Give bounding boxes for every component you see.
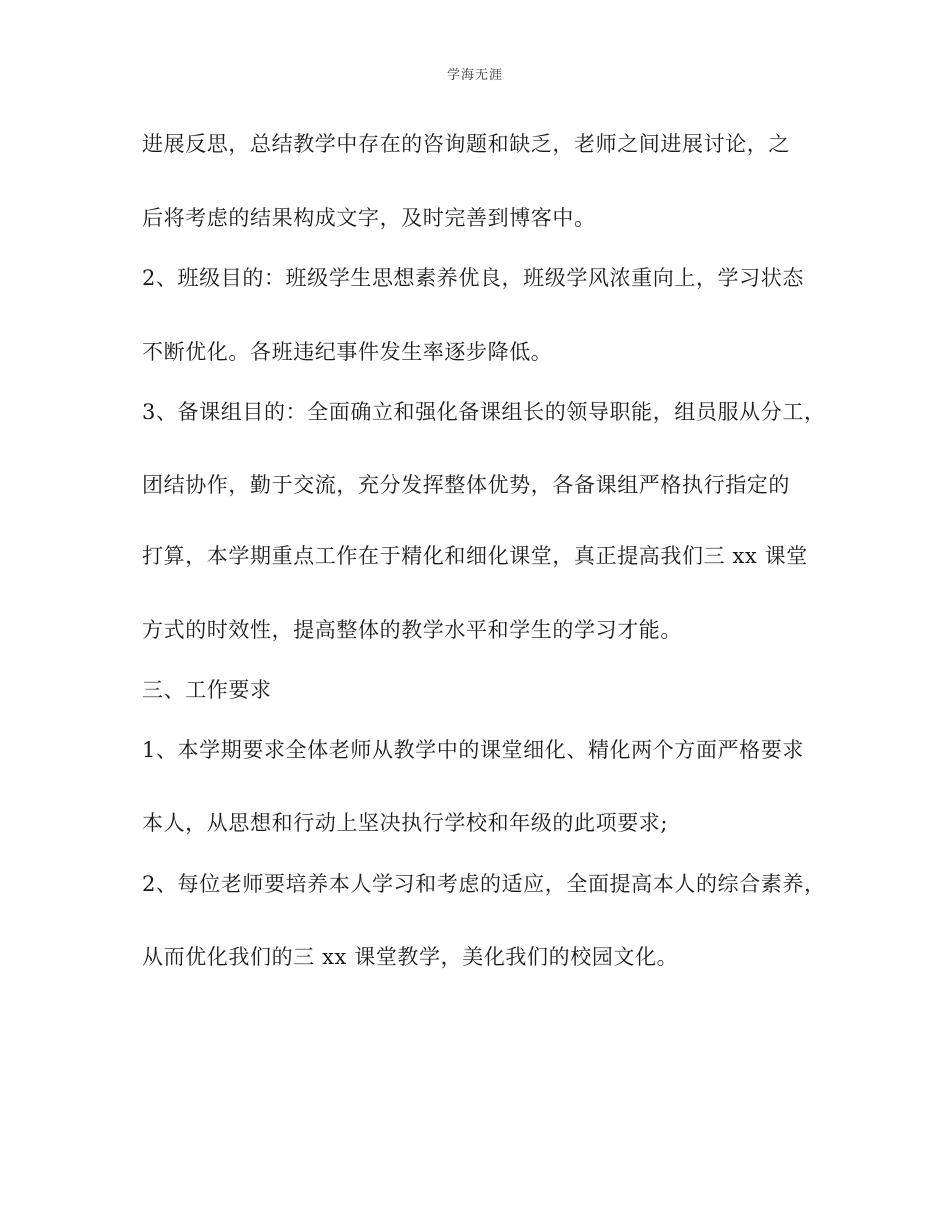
text-line: 打算，本学期重点工作在于精化和细化课堂，真正提高我们三 xx 课堂 [142,544,808,568]
text-line: 不断优化。各班违纪事件发生率逐步降低。 [142,340,553,364]
section-heading: 三、工作要求 [142,678,272,702]
text-line: 2、每位老师要培养本人学习和考虑的适应，全面提高本人的综合素养， [142,872,826,896]
text-line: 后将考虑的结果构成文字，及时完善到博客中。 [142,206,596,230]
page-header: 学海无涯 [446,68,503,83]
text-line: 团结协作，勤于交流，充分发挥整体优势，各备课组严格执行指定的 [142,473,790,497]
text-line: 1、本学期要求全体老师从教学中的课堂细化、精化两个方面严格要求 [142,738,804,762]
text-line: 方式的时效性，提高整体的教学水平和学生的学习才能。 [142,618,682,642]
text-line: 3、备课组目的：全面确立和强化备课组长的领导职能，组员服从分工， [142,400,826,424]
text-line: 进展反思，总结教学中存在的咨询题和缺乏，老师之间进展讨论，之 [142,132,790,156]
text-line: 2、班级目的：班级学生思想素养优良，班级学风浓重向上，学习状态 [142,266,804,290]
text-line: 本人，从思想和行动上坚决执行学校和年级的此项要求; [142,811,669,835]
text-line: 从而优化我们的三 xx 课堂教学，美化我们的校园文化。 [142,945,679,969]
